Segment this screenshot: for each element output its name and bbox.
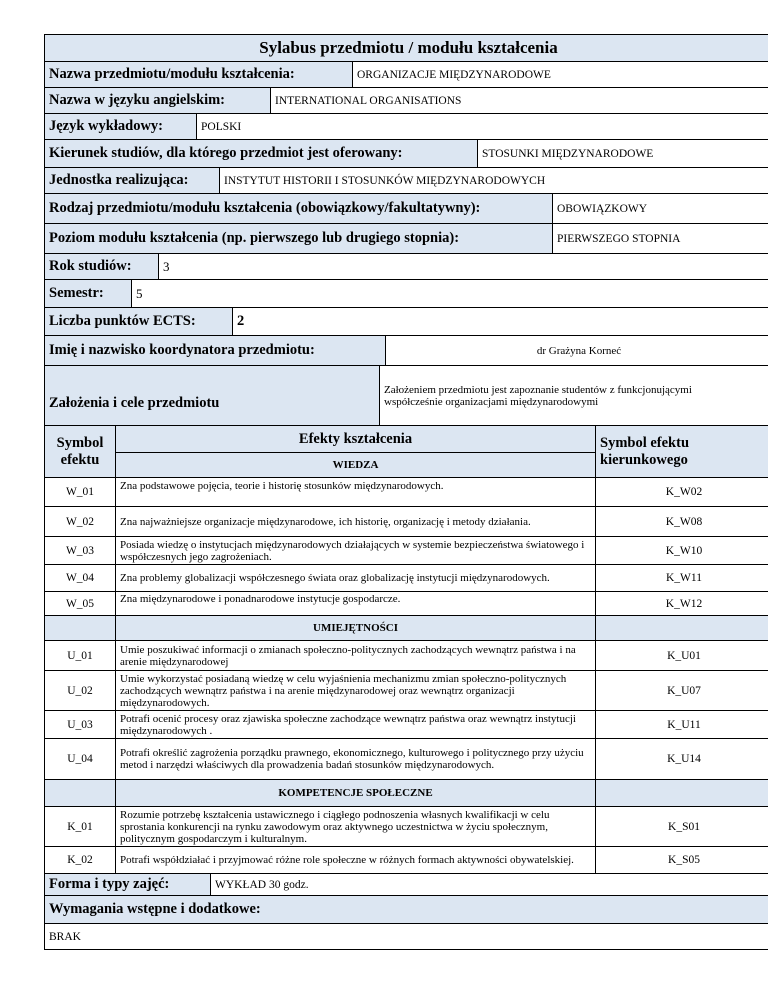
effect-kier: K_W08	[595, 507, 768, 536]
wiedza-list	[44, 478, 768, 616]
section-spacer	[595, 780, 768, 806]
rodzaj-value: OBOWIĄZKOWY	[552, 194, 768, 223]
table-row	[44, 507, 768, 537]
effect-kier: K_W02	[595, 478, 768, 506]
effect-text: Zna problemy globalizacji współczesnego świata oraz globalizację instytucji międzynarodowych.	[115, 565, 595, 591]
effect-symbol: K_01	[67, 820, 93, 833]
effect-text: Posiada wiedzę o instytucjach międzynarodowych działających w systemie bezpieczeństwa światowego i współczesnych jego zagrożeniach.	[115, 537, 595, 564]
effect-text: Zna najważniejsze organizacje międzynarodowe, ich historię, organizację i metody działania.	[115, 507, 595, 536]
row-koord	[44, 336, 768, 366]
table-row	[44, 847, 768, 874]
section-spacer	[45, 616, 115, 640]
effect-symbol: W_05	[65, 597, 95, 610]
effect-symbol: U_01	[67, 649, 93, 662]
jednostka-label: Jednostka realizująca:	[49, 172, 189, 188]
effect-text: Umie wykorzystać posiadaną wiedzę w celu wyjaśnienia mechanizmu zmian społeczno-politycznych zachodzących wewnątrz państwa i na arenie międzynarodowej oraz wewnątrz organizacji międzynarodowych.	[115, 671, 595, 710]
jezyk-label: Język wykładowy:	[49, 118, 163, 134]
koord-label: Imię i nazwisko koordynatora przedmiotu:	[49, 342, 315, 358]
row-semestr	[44, 280, 768, 308]
row-poziom	[44, 224, 768, 254]
effect-text: Potrafi ocenić procesy oraz zjawiska społeczne zachodzące wewnątrz państwa oraz wewnątrz instytucji międzynarodowych .	[115, 711, 595, 738]
table-row	[44, 641, 768, 671]
row-rodzaj	[44, 194, 768, 224]
wymagania-label: Wymagania wstępne i dodatkowe:	[49, 901, 261, 917]
row-ects	[44, 308, 768, 336]
ang-label: Nazwa w języku angielskim:	[49, 92, 226, 108]
umiejetnosci-list	[44, 641, 768, 780]
table-row	[44, 739, 768, 780]
effect-text: Potrafi określić zagrożenia porządku prawnego, ekonomicznego, kulturowego i politycznego przy użyciu metod i narzędzi właściwych dla prowadzenia badań stosunków międzynarodowych.	[115, 739, 595, 779]
koord-value: dr Grażyna Korneć	[385, 336, 768, 365]
forma-value: WYKŁAD 30 godz.	[210, 874, 768, 895]
effect-kier: K_U07	[595, 671, 768, 710]
rok-value: 3	[158, 254, 768, 279]
efekty-header: Efekty kształcenia	[116, 426, 595, 453]
row-kierunek	[44, 140, 768, 168]
table-row	[44, 478, 768, 507]
title-row	[44, 34, 768, 62]
wymagania-value: BRAK	[49, 930, 81, 943]
jednostka-value: INSTYTUT HISTORII I STOSUNKÓW MIĘDZYNARODOWYCH	[219, 168, 768, 193]
ects-value: 2	[232, 308, 768, 335]
effect-symbol: U_03	[67, 718, 93, 731]
section-spacer	[595, 616, 768, 640]
effect-text: Rozumie potrzebę kształcenia ustawicznego i ciągłego podnoszenia własnych kwalifikacji w celu sprostania konkurencji na rynku zawodowym oraz aktywnego uczestnictwa w życiu społecznym, politycznym gospodarczym i kulturalnym.	[115, 807, 595, 846]
table-row	[44, 711, 768, 739]
row-jezyk	[44, 114, 768, 140]
effect-kier: K_S01	[595, 807, 768, 846]
poziom-label: Poziom modułu kształcenia (np. pierwszego lub drugiego stopnia):	[49, 230, 460, 246]
effect-text: Potrafi współdziałać i przyjmować różne role społeczne w różnych formach aktywności obywatelskiej.	[115, 847, 595, 873]
section-spacer	[45, 780, 115, 806]
effect-kier: K_S05	[595, 847, 768, 873]
syllabus-table	[44, 34, 768, 950]
row-forma	[44, 874, 768, 896]
effect-kier: K_U14	[595, 739, 768, 779]
table-row	[44, 592, 768, 616]
semestr-label: Semestr:	[49, 285, 104, 301]
effects-column-header	[115, 426, 595, 477]
row-wymagania-value	[44, 924, 768, 950]
effect-text: Zna międzynarodowe i ponadnarodowe instytucje gospodarcze.	[115, 592, 595, 615]
nazwa-label: Nazwa przedmiotu/modułu kształcenia:	[49, 66, 295, 82]
effect-kier: K_W12	[595, 592, 768, 615]
effects-header	[44, 426, 768, 478]
table-row	[44, 565, 768, 592]
effect-kier: K_U01	[595, 641, 768, 670]
row-jednostka	[44, 168, 768, 194]
zalozenia-label: Założenia i cele przedmiotu	[49, 395, 220, 411]
rodzaj-label: Rodzaj przedmiotu/modułu kształcenia (obowiązkowy/fakultatywny):	[49, 200, 481, 216]
kierunek-label: Kierunek studiów, dla którego przedmiot jest oferowany:	[49, 145, 403, 161]
effect-symbol: U_02	[67, 684, 93, 697]
poziom-value: PIERWSZEGO STOPNIA	[552, 224, 768, 253]
effect-kier: K_U11	[595, 711, 768, 738]
effect-symbol: K_02	[67, 854, 93, 866]
kompetencje-list	[44, 807, 768, 874]
effect-text: Zna podstawowe pojęcia, teorie i historię stosunków międzynarodowych.	[115, 478, 595, 506]
symbol-header: Symbol efektu	[56, 434, 104, 468]
effect-symbol: W_02	[65, 515, 95, 528]
ang-value: INTERNATIONAL ORGANISATIONS	[270, 88, 768, 113]
zalozenia-value: Założeniem przedmiotu jest zapoznanie studentów z funkcjonującymi współcześnie organizacjami międzynarodowymi	[379, 366, 768, 425]
section-kompetencje: KOMPETENCJE SPOŁECZNE	[115, 780, 595, 806]
effect-kier: K_W10	[595, 537, 768, 564]
semestr-value: 5	[131, 280, 768, 307]
effect-symbol: U_04	[67, 753, 93, 765]
row-zalozenia	[44, 366, 768, 426]
table-row	[44, 537, 768, 565]
kierunek-value: STOSUNKI MIĘDZYNARODOWE	[477, 140, 768, 167]
row-rok	[44, 254, 768, 280]
effect-kier: K_W11	[595, 565, 768, 591]
section-wiedza: WIEDZA	[332, 459, 379, 471]
ects-label: Liczba punktów ECTS:	[49, 313, 196, 329]
table-row	[44, 671, 768, 711]
table-row	[44, 807, 768, 847]
section-umiejetnosci: UMIEJĘTNOŚCI	[115, 616, 595, 640]
row-ang	[44, 88, 768, 114]
jezyk-value: POLSKI	[196, 114, 768, 139]
effect-symbol: W_03	[65, 544, 95, 557]
nazwa-value: ORGANIZACJE MIĘDZYNARODOWE	[352, 62, 768, 87]
section-row-kompetencje	[44, 780, 768, 807]
effect-symbol: W_04	[65, 572, 95, 584]
section-row-umiejetnosci	[44, 616, 768, 641]
effect-symbol: W_01	[65, 486, 95, 498]
row-wymagania	[44, 896, 768, 924]
symbol-kier-header: Symbol efektu kierunkowego	[595, 426, 768, 477]
forma-label: Forma i typy zajęć:	[49, 876, 170, 892]
effect-text: Umie poszukiwać informacji o zmianach społeczno-politycznych zachodzących wewnątrz państwa i na arenie międzynarodowej	[115, 641, 595, 670]
page-title: Sylabus przedmiotu / modułu kształcenia	[259, 38, 558, 57]
row-nazwa	[44, 62, 768, 88]
rok-label: Rok studiów:	[49, 258, 132, 274]
